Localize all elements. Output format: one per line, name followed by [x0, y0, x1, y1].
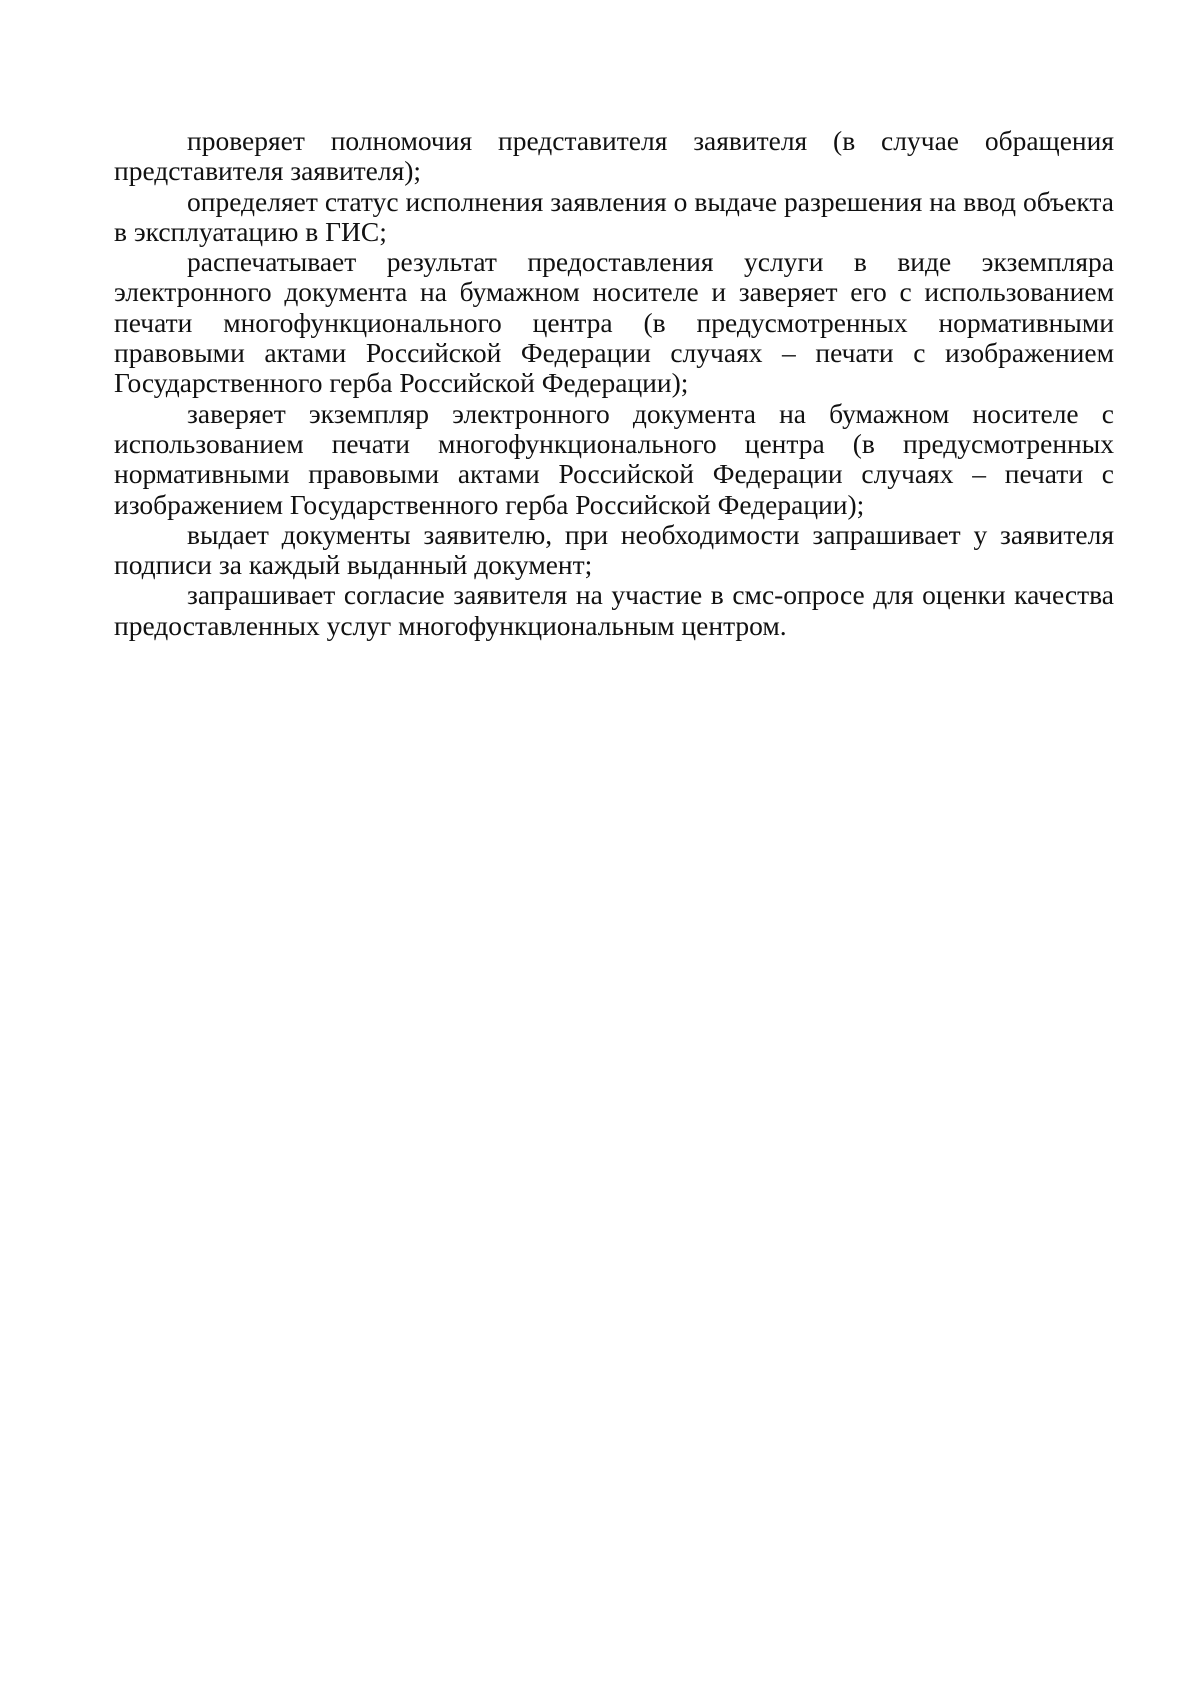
- document-body: [114, 126, 1114, 641]
- paragraph-request-sms-survey-consent: запрашивает согласие заявителя на участие в смс-опросе для оценки качества предоставленных услуг многофункциональным центром.: [114, 579, 1114, 641]
- paragraph-determine-application-status: определяет статус исполнения заявления о выдаче разрешения на ввод объекта в эксплуатацию в ГИС;: [114, 185, 1114, 247]
- paragraph-print-service-result: распечатывает результат предоставления услуги в виде экземпляра электронного документа на бумажном носителе и заверяет его с использованием печати многофункционального центра (в предусмотренных нормативными правовыми актами Российской Федерации случаях – печати с изображением Государственного герба Российской Федерации);: [114, 246, 1114, 399]
- paragraph-certify-document-copy: заверяет экземпляр электронного документа на бумажном носителе с использованием печати многофункционального центра (в предусмотренных нормативными правовыми актами Российской Федерации случаях – печати с изображением Государственного герба Российской Федерации);: [114, 397, 1114, 520]
- paragraph-check-representative-authority: проверяет полномочия представителя заявителя (в случае обращения представителя заявителя);: [114, 125, 1114, 187]
- paragraph-issue-documents: выдает документы заявителю, при необходимости запрашивает у заявителя подписи за каждый выданный документ;: [114, 518, 1114, 581]
